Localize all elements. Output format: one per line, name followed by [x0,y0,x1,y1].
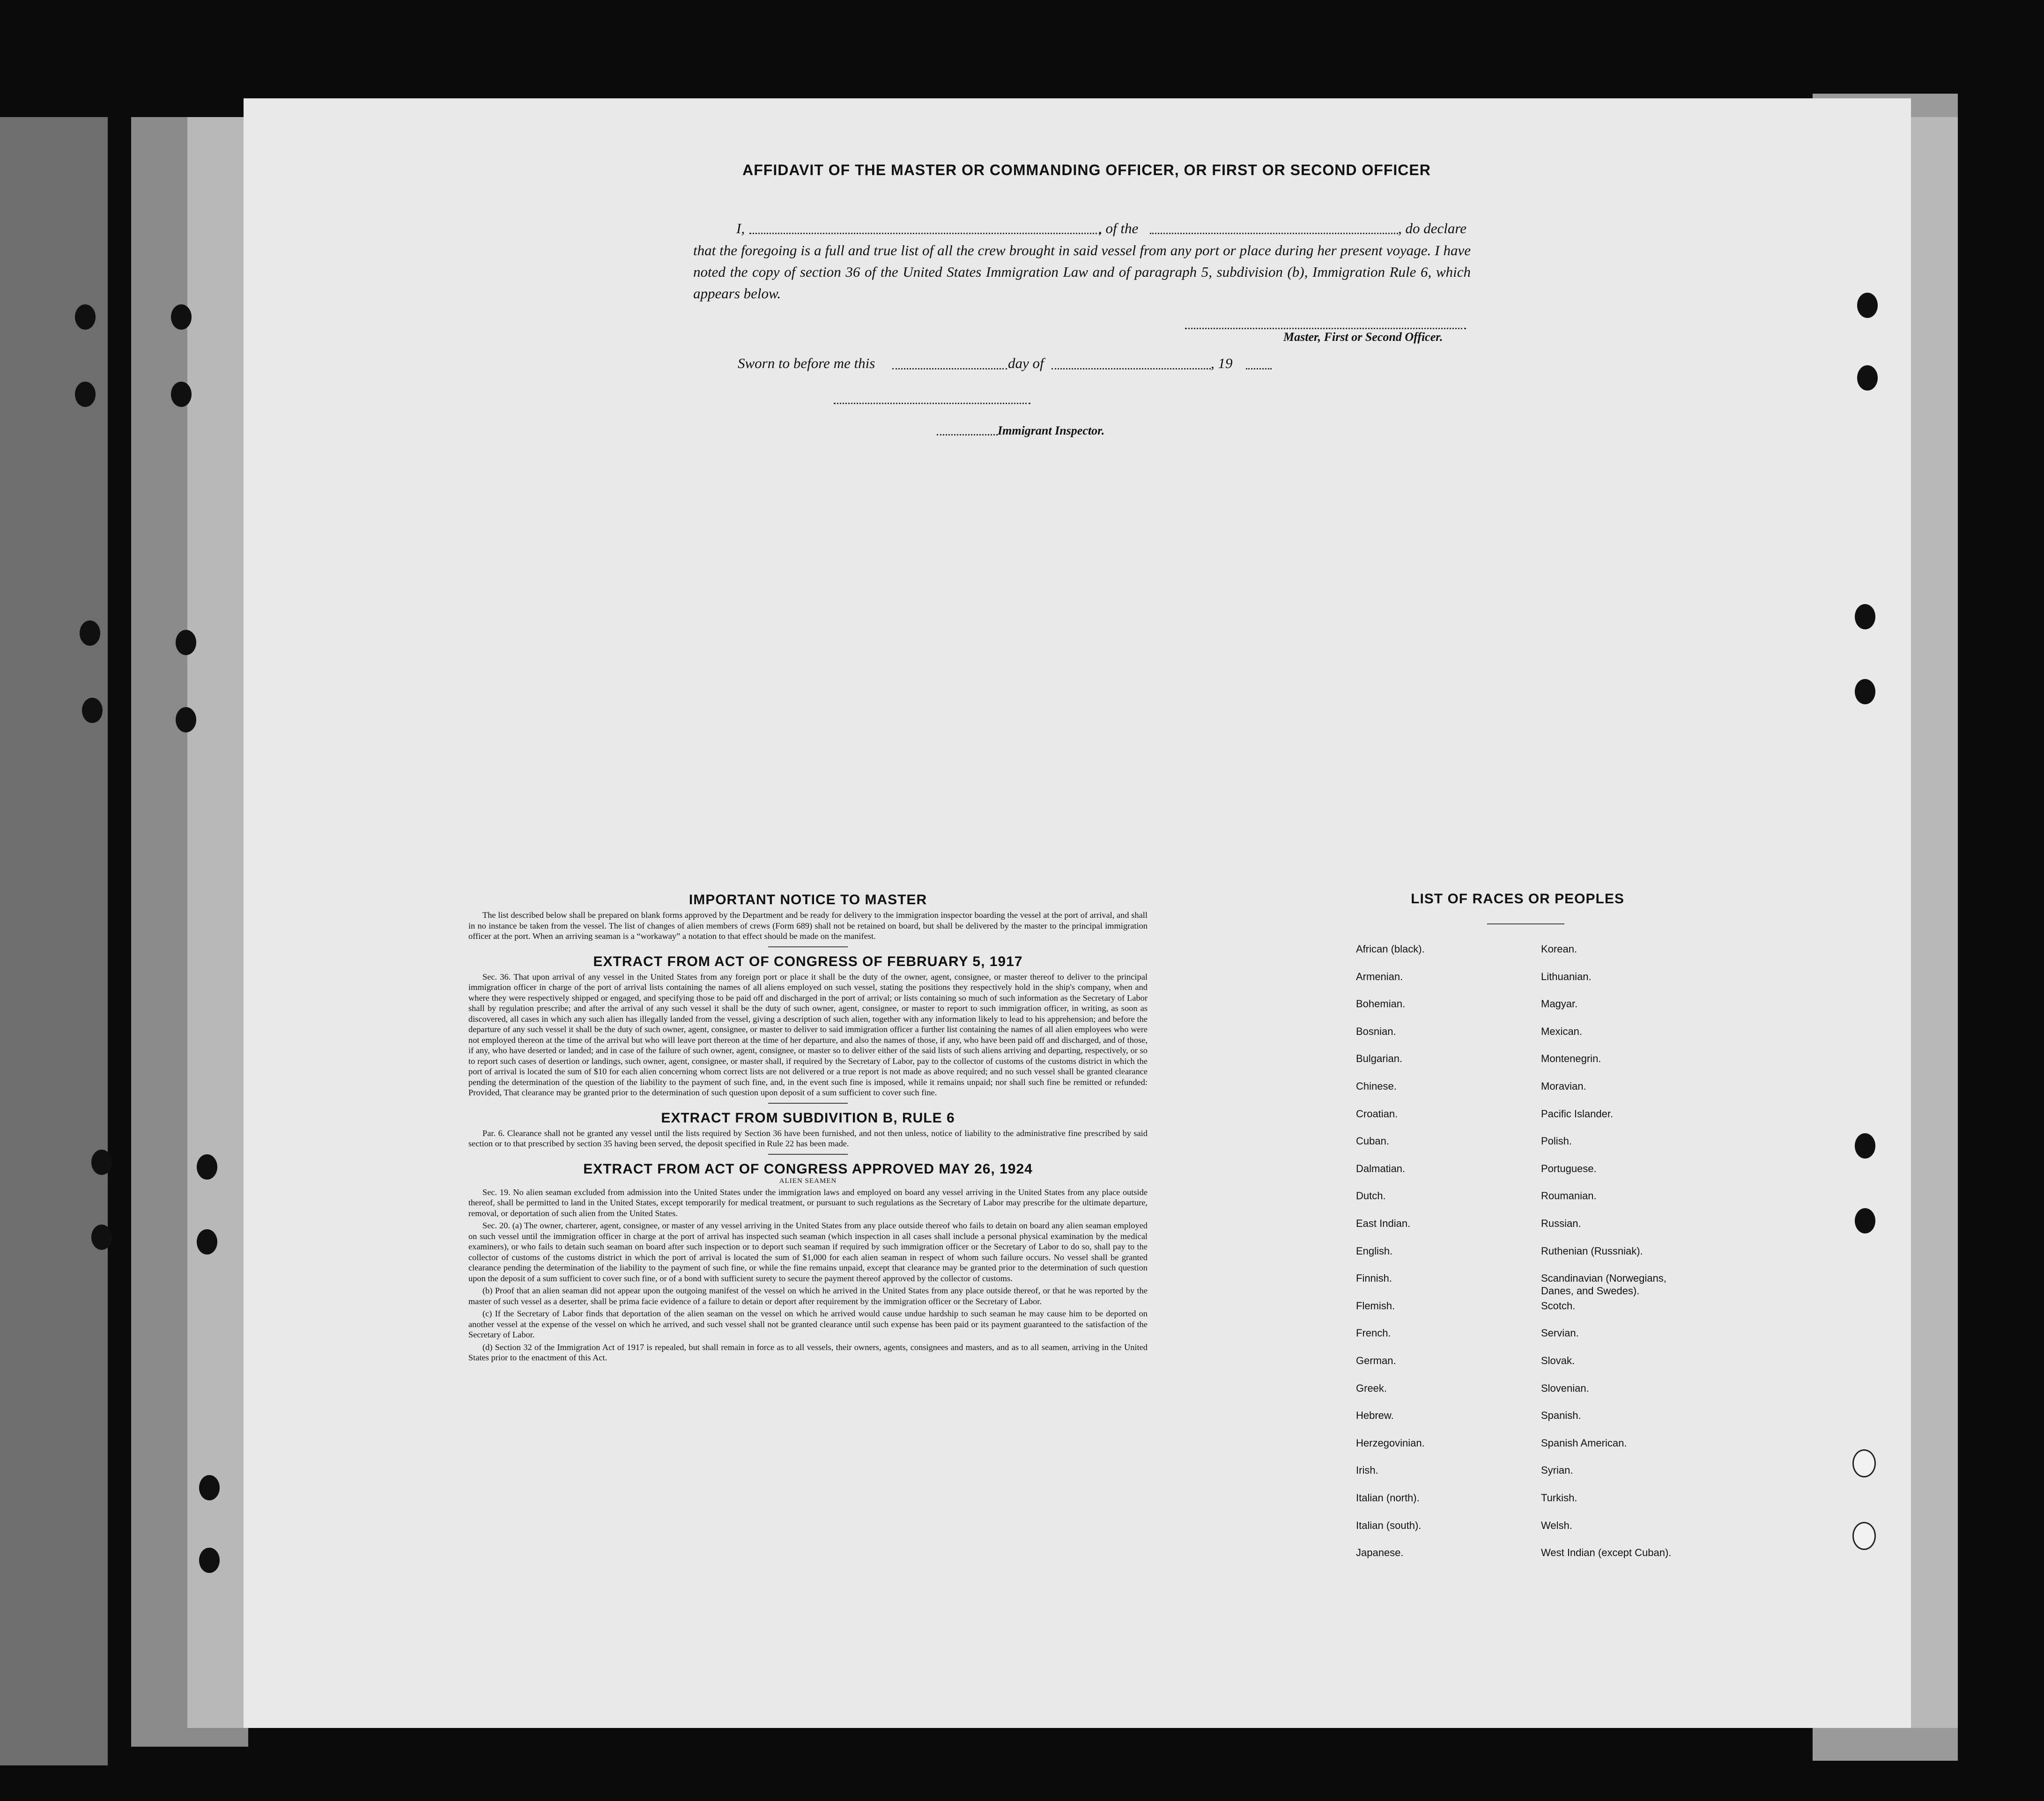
punch-hole [1852,1522,1876,1550]
race-item: Pacific Islander. [1541,1107,1614,1120]
race-item: Slovenian. [1541,1382,1589,1394]
punch-hole [75,382,96,407]
race-item: Irish. [1356,1464,1378,1476]
extract-1924-sec20c: (c) If the Secretary of Labor finds that deportation of the alien seaman on the vessel on which he arrived would cause undue hardship to such seaman he may cause him to be deported on another vessel at the expense of the vessel on which he arrived, and such vessel shall not be granted clearance until such expense has been paid or its payment guaranteed to the satisfaction of the Secretary of Labor. [468,1309,1148,1339]
punch-hole [199,1548,220,1573]
affidavit-of-the: , of the [1098,220,1139,236]
race-item: Spanish American. [1541,1437,1627,1449]
divider [768,946,848,947]
race-item: French. [1356,1327,1391,1339]
race-item: Korean. [1541,943,1577,955]
race-item: English. [1356,1245,1393,1257]
race-item: Dutch. [1356,1190,1386,1202]
extract-1924-sec20a: Sec. 20. (a) The owner, charterer, agent, consignee, or master of any vessel arriving in the United States from any place outside thereof who fails to detain on board any alien seaman employed on such vessel until the immigration officer in charge at the port of arrival has inspected such seaman (which inspection in all cases shall include a personal physical examination by the medical examiners), or who fails to detain such seaman on board after such inspection or to deport such seaman if required by such immigration officer or the Secretary of Labor to do so, shall pay to the collector of customs of the customs district in which the port of arrival is located the sum of $1,000 for each alien seaman in respect of whom such failure occurs. No vessel shall be granted clearance pending the determination of the liability to the payment of such fine, or while the fine remains unpaid, except that clearance may be granted prior to the determination of such question upon the deposit of a sum sufficient to cover such fine, or of a bond with sufficient surety to secure the payment thereof approved by the collector of customs. [468,1221,1148,1283]
race-item: Lithuanian. [1541,970,1592,982]
extract-1924-sec19: Sec. 19. No alien seaman excluded from admission into the United States under the immigration laws and employed on board any vessel arriving in the United States from any place outside thereof, shall be permitted to land in the United States, except temporarily for medical treatment, or pursuant to such regulations as the Secretary of Labor may prescribe for the ultimate departure, removal, or deportation of such alien from the United States. [468,1187,1148,1218]
race-item: Greek. [1356,1382,1387,1394]
race-item: Finnish. [1356,1272,1392,1284]
race-item: African (black). [1356,943,1425,955]
extract-1924-title: EXTRACT FROM ACT OF CONGRESS APPROVED MAY 26, 1924 [583,1161,1033,1177]
punch-hole [197,1229,217,1255]
punch-hole [75,304,96,330]
punch-hole [197,1154,217,1180]
race-item: Flemish. [1356,1299,1395,1312]
race-item: Bohemian. [1356,998,1406,1010]
race-item: Scotch. [1541,1299,1576,1312]
back-sheet-left [0,117,108,1765]
race-item: Bosnian. [1356,1025,1396,1037]
race-item: Spanish. [1541,1410,1581,1422]
race-item: Montenegrin. [1541,1053,1601,1065]
extract-1924-sec20d: (d) Section 32 of the Immigration Act of 1917 is repealed, but shall remain in force as to all vessels, their owners, agents, consignees and masters, and as to all seamen, arriving in the United States prior to the enactment of this Act. [468,1342,1148,1362]
race-item: Armenian. [1356,970,1403,982]
punch-hole [171,382,192,407]
inspector-dots [937,434,998,435]
extract-rule6-text: Par. 6. Clearance shall not be granted any vessel until the lists required by Section 36 have been furnished, and not then unless, notice of liability to the administrative fine prescribed by said section or to that prescribed by section 35 having been served, the deposit specified in Rule 22 has been made. [468,1128,1148,1148]
divider [768,1103,848,1104]
race-item: German. [1356,1355,1396,1366]
race-item: Japanese. [1356,1547,1404,1559]
race-item: Portuguese. [1541,1162,1597,1174]
punch-hole [199,1475,220,1500]
sworn-text: Sworn to before me this [738,355,875,371]
extract-1917-title: EXTRACT FROM ACT OF CONGRESS OF FEBRUARY 5, 1917 [593,953,1023,969]
extract-1924-sec20b: (b) Proof that an alien seaman did not appear upon the outgoing manifest of the vessel on which he arrived in the United States from any place outside thereof, or that he was reported by the master of such vessel as a deserter, shall be prima facie evidence of a failure to detain or deport after requirement by the immigration officer or the Secretary of Labor. [468,1286,1148,1306]
divider [768,1154,848,1155]
sworn-month-blank [1052,368,1211,369]
punch-hole [1857,365,1878,391]
name-blank [749,233,1101,234]
punch-hole [1855,604,1875,629]
race-item: Turkish. [1541,1492,1577,1504]
punch-hole [82,698,103,723]
sworn-day-of: day of [1008,355,1044,371]
officer-signature-caption: Master, First or Second Officer. [1283,330,1443,344]
extract-rule6-title: EXTRACT FROM SUBDIVITION B, RULE 6 [661,1110,955,1126]
sworn-year-blank [1246,368,1272,369]
notice-text: The list described below shall be prepared on blank forms approved by the Department and be ready for delivery to the immigration inspector boarding the vessel at the port of arrival, and shall in no instance be taken from the vessel. The list of changes of alien members of crews (Form 689) shall not be retained on board, but shall be delivered by the master to the principal immigration officer at the port. When an arriving seaman is a “workaway” a notation to that effect should be made on the manifest. [468,910,1148,941]
race-item: Moravian. [1541,1080,1586,1092]
notice-column [468,892,1148,1363]
race-item: Dalmatian. [1356,1162,1406,1174]
punch-hole [80,620,100,646]
race-item: Hebrew. [1356,1410,1394,1422]
affidavit-do-declare: , do declare [1398,220,1467,236]
races-title: LIST OF RACES OR PEOPLES [1411,891,1624,907]
sworn-day-blank [892,368,1007,369]
race-item: Croatian. [1356,1107,1398,1120]
race-item: Cuban. [1356,1135,1389,1147]
race-item: Russian. [1541,1218,1581,1229]
punch-hole [1857,293,1878,318]
notice-title: IMPORTANT NOTICE TO MASTER [689,892,927,908]
affidavit-i: I, [736,220,745,236]
punch-hole [91,1150,112,1175]
race-item: Servian. [1541,1327,1579,1339]
punch-hole [1855,1208,1875,1233]
race-item: Bulgarian. [1356,1053,1403,1065]
race-item: Syrian. [1541,1464,1573,1476]
vessel-blank [1150,233,1398,234]
race-item: Scandinavian (Norwegians, Danes, and Swedes). [1541,1272,1666,1297]
race-item: Italian (north). [1356,1492,1420,1504]
race-item: Italian (south). [1356,1519,1422,1531]
affidavit-line-1 [736,220,745,237]
race-item: Magyar. [1541,998,1578,1010]
races-divider [1487,923,1564,924]
race-item: Polish. [1541,1135,1572,1147]
punch-hole [176,707,196,732]
extract-1917-text: Sec. 36. That upon arrival of any vessel in the United States from any foreign port or place it shall be the duty of the owner, agent, consignee, or master thereof to deliver to the principal immigration officer in charge of the port of arrival lists containing the names of all aliens employed on such vessel, stating the positions they respectively hold in the ship's company, when and where they were respectively shipped or engaged, and specifying those to be paid off and discharged in the port of arrival; or lists containing so much of such information as the Secretary of Labor shall by regulation prescribe; and after the arrival of any such vessel it shall be the duty of such owner, agent, consignee, or master to report to such immigration officer, in writing, as soon as discovered, all cases in which any such alien has illegally landed from the vessel, giving a description of such alien, together with any information likely to lead to his apprehension; and before the departure of any such vessel it shall be the duty of such owner, agent, consignee, or master to deliver to said immigration officer a further list containing the names of all alien employees who were not employed thereon at the time of the arrival but who will leave port thereon at the time of her departure, and also the names of those, if any, who have been paid off and discharged, and of those, if any, who have deserted or landed; and in case of the failure of such owner, agent, consignee, or master so to deliver either of the said lists of such aliens arriving and departing, respectively, or so to report such cases of desertion or landings, such owner, agent, consignee, or master shall, if required by the Secretary of Labor, pay to the collector of customs of the customs district in which the port of arrival is located the sum of $10 for each alien concerning whom correct lists are not delivered or a true report is not made as above required; and no such vessel shall be granted clearance pending the determination of the question of the liability to the payment of such fine, and, in the event such fine is imposed, while it remains unpaid; nor shall such fine be remitted or refunded: Provided, That clearance may be granted prior to the determination of such question upon deposit of a sum sufficient to cover such fine. [468,972,1148,1097]
affidavit-title: AFFIDAVIT OF THE MASTER OR COMMANDING OFFICER, OR FIRST OR SECOND OFFICER [742,162,1431,178]
inspector-caption: Immigrant Inspector. [998,424,1105,437]
race-item: Roumanian. [1541,1190,1597,1202]
punch-hole [1855,1133,1875,1159]
race-item: Slovak. [1541,1355,1575,1366]
race-item: West Indian (except Cuban). [1541,1547,1672,1559]
punch-hole [176,630,196,655]
affidavit-paragraph: that the foregoing is a full and true list of all the crew brought in said vessel from any port or place during her present voyage. I have noted the copy of section 36 of the United States Immigration Law and of paragraph 5, subdivision (b), Immigration Rule 6, which appears below. [693,242,1471,302]
punch-hole [91,1225,112,1250]
sworn-year: , 19 [1211,355,1233,371]
race-item: East Indian. [1356,1218,1411,1229]
punch-hole [171,304,192,330]
race-item: Ruthenian (Russniak). [1541,1245,1643,1257]
inspector-signature-line [834,403,1030,404]
officer-signature-line [1185,328,1466,329]
race-item: Chinese. [1356,1080,1397,1092]
punch-hole [1855,679,1875,704]
punch-hole [1852,1449,1876,1477]
race-item: Mexican. [1541,1025,1583,1037]
extract-1924-subtitle: ALIEN SEAMEN [779,1177,837,1185]
race-item: Herzegovinian. [1356,1437,1425,1449]
race-item: Welsh. [1541,1519,1572,1531]
